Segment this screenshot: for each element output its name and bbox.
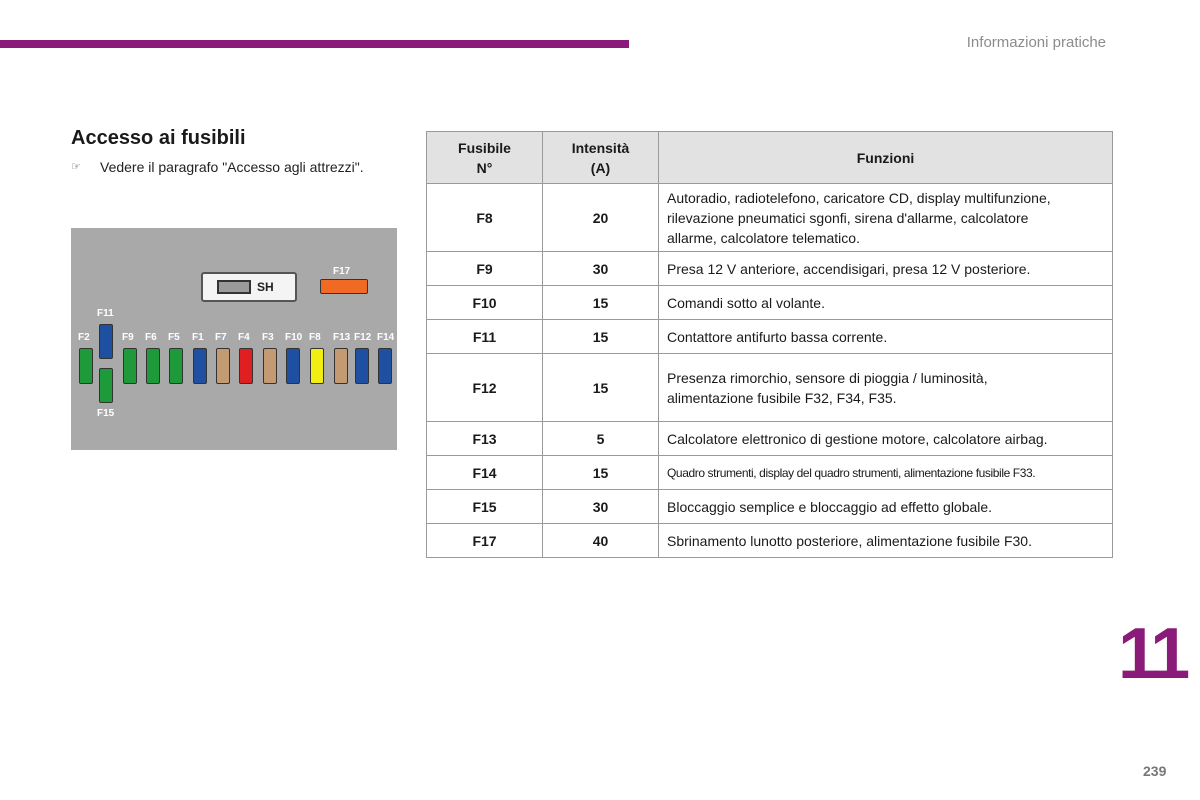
cell-amperage: 15 bbox=[543, 286, 659, 320]
note-line bbox=[71, 159, 364, 175]
cell-function bbox=[659, 184, 1113, 252]
fuse-f3 bbox=[263, 348, 277, 384]
section-title: Informazioni pratiche bbox=[966, 34, 1106, 51]
fuse-f1 bbox=[193, 348, 207, 384]
table-row bbox=[427, 184, 1113, 252]
fuse-label-f10: F10 bbox=[285, 332, 303, 343]
cell-amperage: 30 bbox=[543, 252, 659, 286]
cell-function bbox=[659, 490, 1113, 524]
cell-amperage: 30 bbox=[543, 490, 659, 524]
section-color-bar bbox=[0, 40, 629, 48]
cell-fuse: F13 bbox=[427, 422, 543, 456]
cell-fuse: F8 bbox=[427, 184, 543, 252]
function-line: Autoradio, radiotelefono, caricatore CD, display multifunzione, bbox=[667, 189, 1051, 206]
cell-fuse: F9 bbox=[427, 252, 543, 286]
chapter-number: 11 bbox=[1118, 614, 1187, 694]
fuse-f17 bbox=[320, 279, 368, 294]
fuse-f6 bbox=[146, 348, 160, 384]
cell-fuse: F17 bbox=[427, 524, 543, 558]
cell-amperage: 15 bbox=[543, 456, 659, 490]
fuse-f12 bbox=[355, 348, 369, 384]
page-number: 239 bbox=[1143, 763, 1167, 779]
fuse-label-f9: F9 bbox=[122, 332, 134, 343]
fuse-label-f11: F11 bbox=[97, 308, 114, 319]
function-line: Contattore antifurto bassa corrente. bbox=[667, 328, 888, 345]
table-header-row bbox=[427, 132, 1113, 184]
fuse-f14 bbox=[378, 348, 392, 384]
fuse-label-f1: F1 bbox=[192, 332, 204, 343]
page-heading: Accesso ai fusibili bbox=[71, 127, 246, 149]
fuse-f10 bbox=[286, 348, 300, 384]
fuse-label-f8: F8 bbox=[309, 332, 321, 343]
cell-fuse: F15 bbox=[427, 490, 543, 524]
fuse-label-f14: F14 bbox=[377, 332, 395, 343]
function-line: Comandi sotto al volante. bbox=[667, 294, 825, 311]
header-fuse: Fusibile N° bbox=[427, 132, 543, 184]
header-amperage: Intensità (A) bbox=[543, 132, 659, 184]
fuse-table bbox=[426, 131, 1113, 558]
fuse-label-f6: F6 bbox=[145, 332, 157, 343]
fuse-label-f5: F5 bbox=[168, 332, 180, 343]
table-row bbox=[427, 354, 1113, 422]
cell-function bbox=[659, 320, 1113, 354]
cell-function bbox=[659, 252, 1113, 286]
table-row bbox=[427, 524, 1113, 558]
fuse-label-f4: F4 bbox=[238, 332, 250, 343]
fuse-label-f17: F17 bbox=[333, 266, 351, 277]
table-row bbox=[427, 456, 1113, 490]
cell-fuse: F12 bbox=[427, 354, 543, 422]
function-line: alimentazione fusibile F32, F34, F35. bbox=[667, 389, 897, 406]
table-row bbox=[427, 422, 1113, 456]
function-line: Presa 12 V anteriore, accendisigari, presa 12 V posteriore. bbox=[667, 260, 1031, 277]
cell-function bbox=[659, 456, 1113, 490]
note-text: Vedere il paragrafo "Accesso agli attrezzi". bbox=[100, 159, 364, 175]
fuse-f7 bbox=[216, 348, 230, 384]
fuse-f11 bbox=[99, 324, 113, 359]
fuse-box-diagram bbox=[71, 228, 397, 450]
table-row bbox=[427, 490, 1113, 524]
cell-function bbox=[659, 524, 1113, 558]
cell-amperage: 5 bbox=[543, 422, 659, 456]
function-line: allarme, calcolatore telematico. bbox=[667, 229, 860, 246]
function-line: Calcolatore elettronico di gestione motore, calcolatore airbag. bbox=[667, 430, 1048, 447]
function-line: Quadro strumenti, display del quadro strumenti, alimentazione fusibile F33. bbox=[667, 465, 1036, 480]
table-row bbox=[427, 286, 1113, 320]
sh-label: SH bbox=[257, 280, 274, 294]
cell-function bbox=[659, 354, 1113, 422]
fuse-f9 bbox=[123, 348, 137, 384]
header-functions: Funzioni bbox=[659, 132, 1113, 184]
fuse-label-f3: F3 bbox=[262, 332, 274, 343]
table-row bbox=[427, 252, 1113, 286]
fuse-f4 bbox=[239, 348, 253, 384]
function-line: Bloccaggio semplice e bloccaggio ad effetto globale. bbox=[667, 498, 993, 515]
cell-amperage: 40 bbox=[543, 524, 659, 558]
sh-slot bbox=[217, 280, 251, 294]
cell-function bbox=[659, 286, 1113, 320]
fuse-label-f2: F2 bbox=[78, 332, 90, 343]
cell-fuse: F10 bbox=[427, 286, 543, 320]
function-line: rilevazione pneumatici sgonfi, sirena d'allarme, calcolatore bbox=[667, 209, 1029, 226]
fuse-label-f12: F12 bbox=[354, 332, 372, 343]
cell-fuse: F14 bbox=[427, 456, 543, 490]
fuse-f5 bbox=[169, 348, 183, 384]
pointing-hand-icon: ☞ bbox=[71, 161, 81, 173]
cell-fuse: F11 bbox=[427, 320, 543, 354]
sh-shunt bbox=[201, 272, 297, 302]
fuse-label-f15: F15 bbox=[97, 408, 115, 419]
cell-amperage: 15 bbox=[543, 354, 659, 422]
table-row bbox=[427, 320, 1113, 354]
fuse-f13 bbox=[334, 348, 348, 384]
fuse-label-f7: F7 bbox=[215, 332, 227, 343]
fuse-f8 bbox=[310, 348, 324, 384]
cell-amperage: 20 bbox=[543, 184, 659, 252]
fuse-f15 bbox=[99, 368, 113, 403]
cell-function bbox=[659, 422, 1113, 456]
cell-amperage: 15 bbox=[543, 320, 659, 354]
function-line: Sbrinamento lunotto posteriore, alimentazione fusibile F30. bbox=[667, 532, 1032, 549]
function-line: Presenza rimorchio, sensore di pioggia / luminosità, bbox=[667, 369, 988, 386]
fuse-f2 bbox=[79, 348, 93, 384]
fuse-label-f13: F13 bbox=[333, 332, 351, 343]
